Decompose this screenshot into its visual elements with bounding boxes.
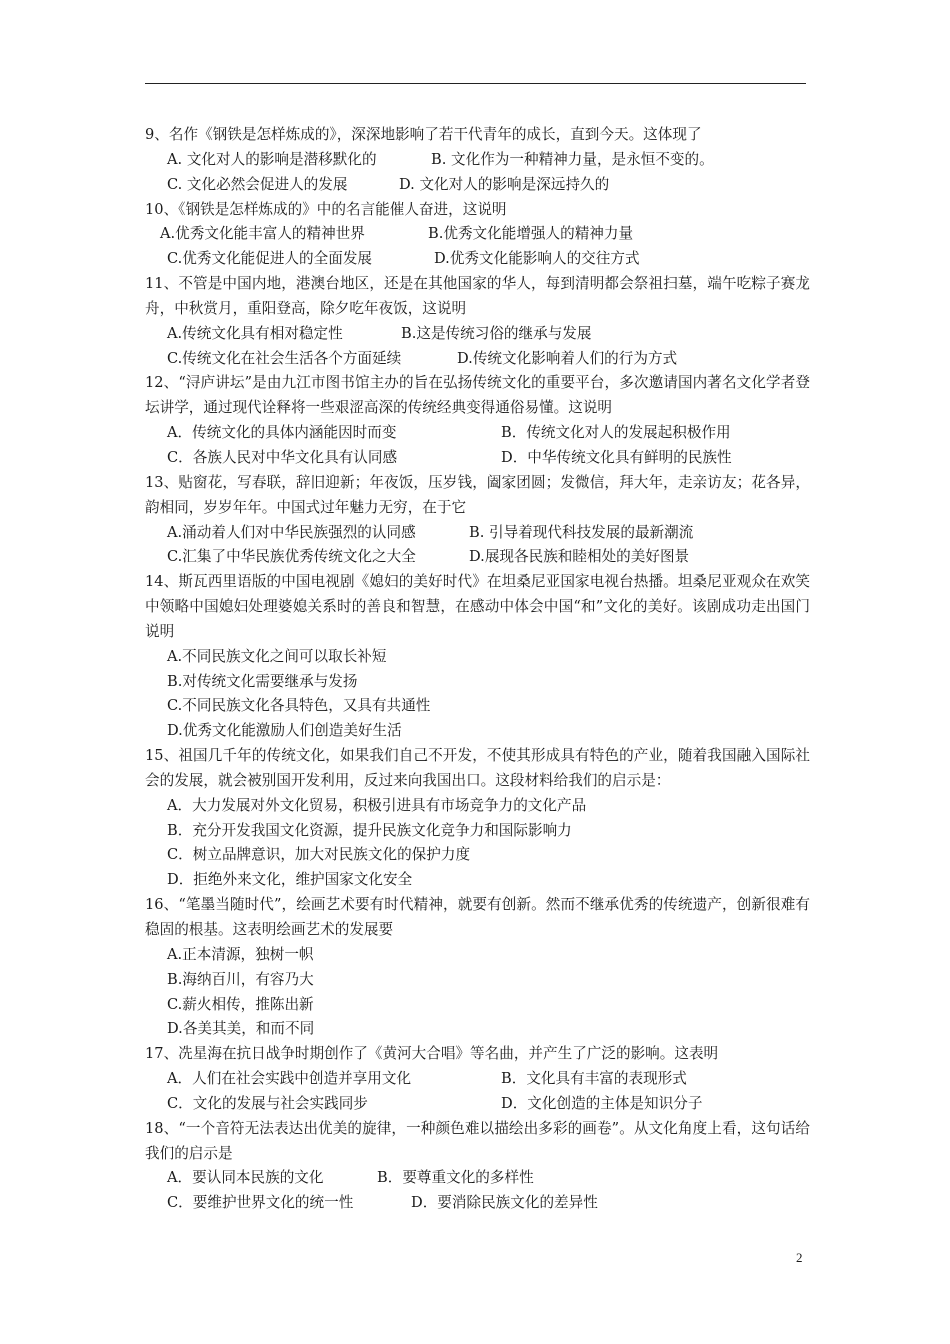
question-stem: 10、《钢铁是怎样炼成的》中的名言能催人奋进，这说明	[145, 200, 507, 218]
option-d: D.优秀文化能影响人的交往方式	[434, 250, 640, 268]
option-b: B．传统文化对人的发展起积极作用	[501, 424, 731, 442]
option-c: C．要维护世界文化的统一性	[167, 1194, 354, 1212]
option-c: C.不同民族文化各具特色，又具有共通性	[167, 697, 431, 715]
option-b: B．要尊重文化的多样性	[377, 1169, 534, 1187]
option-d: D.优秀文化能激励人们创造美好生活	[167, 722, 402, 740]
option-d: D.展现各民族和睦相处的美好图景	[469, 548, 690, 566]
option-d: D. 文化对人的影响是深远持久的	[399, 175, 610, 193]
option-a: A.传统文化具有相对稳定性	[167, 324, 343, 342]
question-10	[145, 198, 810, 273]
option-a: A．传统文化的具体内涵能因时而变	[167, 424, 397, 442]
option-c: C．各族人民对中华文化具有认同感	[167, 448, 398, 466]
option-c: C.薪火相传，推陈出新	[167, 995, 314, 1013]
option-d: D.各美其美，和而不同	[167, 1020, 315, 1038]
option-b: B. 引导着现代科技发展的最新潮流	[469, 523, 694, 541]
option-d: D．要消除民族文化的差异性	[411, 1194, 598, 1212]
question-stem: 9、名作《钢铁是怎样炼成的》，深深地影响了若干代青年的成长，直到今天。这体现了	[145, 126, 702, 143]
question-17	[145, 1042, 810, 1117]
question-14	[145, 570, 810, 744]
question-stem: 13、贴窗花，写春联，辞旧迎新；年夜饭，压岁钱，阖家团圆；发微信，拜大年，走亲访友；花各异，韵相同，岁岁年年。中国式过年魅力无穷，在于它	[145, 473, 810, 516]
question-13	[145, 471, 810, 570]
question-18	[145, 1117, 810, 1216]
option-c: C.汇集了中华民族优秀传统文化之大全	[167, 548, 416, 566]
question-stem: 16、“笔墨当随时代”，绘画艺术要有时代精神，就要有创新。然而不继承优秀的传统遗产，创新很难有稳固的根基。这表明绘画艺术的发展要	[145, 896, 810, 938]
option-c: C.优秀文化能促进人的全面发展	[167, 250, 373, 268]
option-a: A．要认同本民族的文化	[167, 1169, 324, 1187]
option-c: C．树立品牌意识，加大对民族文化的保护力度	[167, 846, 471, 864]
question-list	[145, 123, 810, 1216]
option-b: B.优秀文化能增强人的精神力量	[428, 225, 634, 243]
option-c: C.传统文化在社会生活各个方面延续	[167, 349, 402, 367]
header-rule	[145, 83, 806, 84]
question-stem: 14、斯瓦西里语版的中国电视剧《媳妇的美好时代》在坦桑尼亚国家电视台热播。坦桑尼亚观众在欢笑中领略中国媳妇处理婆媳关系时的善良和智慧，在感动中体会中国“和”文化的美好。该剧成功走出国门说明	[145, 573, 810, 640]
option-b: B．文化具有丰富的表现形式	[501, 1070, 687, 1088]
question-9	[145, 123, 810, 198]
question-stem: 18、“一个音符无法表达出优美的旋律，一种颜色难以描绘出多彩的画卷”。从文化角度上看，这句话给我们的启示是	[145, 1119, 810, 1162]
question-16	[145, 893, 810, 1042]
option-a: A. 文化对人的影响是潜移默化的	[167, 150, 377, 168]
option-d: D．文化创造的主体是知识分子	[501, 1094, 703, 1112]
question-stem: 12、“浔庐讲坛”是由九江市图书馆主办的旨在弘扬传统文化的重要平台，多次邀请国内著名文化学者登坛讲学，通过现代诠释将一些艰涩高深的传统经典变得通俗易懂。这说明	[145, 374, 810, 417]
option-b: B.海纳百川，有容乃大	[167, 970, 314, 988]
question-15	[145, 744, 810, 893]
question-stem: 11、不管是中国内地，港澳台地区，还是在其他国家的华人，每到清明都会祭祖扫墓，端午吃粽子赛龙舟，中秋赏月，重阳登高，除夕吃年夜饭，这说明	[145, 275, 810, 317]
option-a: A．人们在社会实践中创造并享用文化	[167, 1070, 412, 1088]
question-stem: 15、祖国几千年的传统文化，如果我们自己不开发，不使其形成具有特色的产业，随着我国融入国际社会的发展，就会被别国开发利用，反过来向我国出口。这段材料给我们的启示是：	[145, 747, 810, 789]
option-b: B.这是传统习俗的继承与发展	[401, 324, 592, 342]
question-stem: 17、冼星海在抗日战争时期创作了《黄河大合唱》等名曲，并产生了广泛的影响。这表明	[145, 1045, 719, 1063]
option-a: A．大力发展对外文化贸易，积极引进具有市场竞争力的文化产品	[167, 796, 587, 814]
option-d: D.传统文化影响着人们的行为方式	[457, 349, 678, 367]
question-12	[145, 371, 810, 470]
option-b: B．充分开发我国文化资源，提升民族文化竞争力和国际影响力	[167, 821, 572, 839]
option-b: B. 文化作为一种精神力量，是永恒不变的。	[431, 150, 714, 168]
option-a: A.涌动着人们对中华民族强烈的认同感	[167, 523, 416, 541]
option-a: A.正本清源，独树一帜	[167, 945, 314, 963]
option-a: A.优秀文化能丰富人的精神世界	[160, 225, 365, 243]
option-d: D．中华传统文化具有鲜明的民族性	[501, 448, 732, 466]
page-number: 2	[796, 1250, 803, 1265]
option-b: B.对传统文化需要继承与发扬	[167, 672, 358, 690]
question-11	[145, 272, 810, 371]
option-a: A.不同民族文化之间可以取长补短	[167, 647, 387, 665]
option-d: D．拒绝外来文化，维护国家文化安全	[167, 871, 413, 889]
option-c: C．文化的发展与社会实践同步	[167, 1094, 368, 1112]
option-c: C. 文化必然会促进人的发展	[167, 175, 348, 193]
